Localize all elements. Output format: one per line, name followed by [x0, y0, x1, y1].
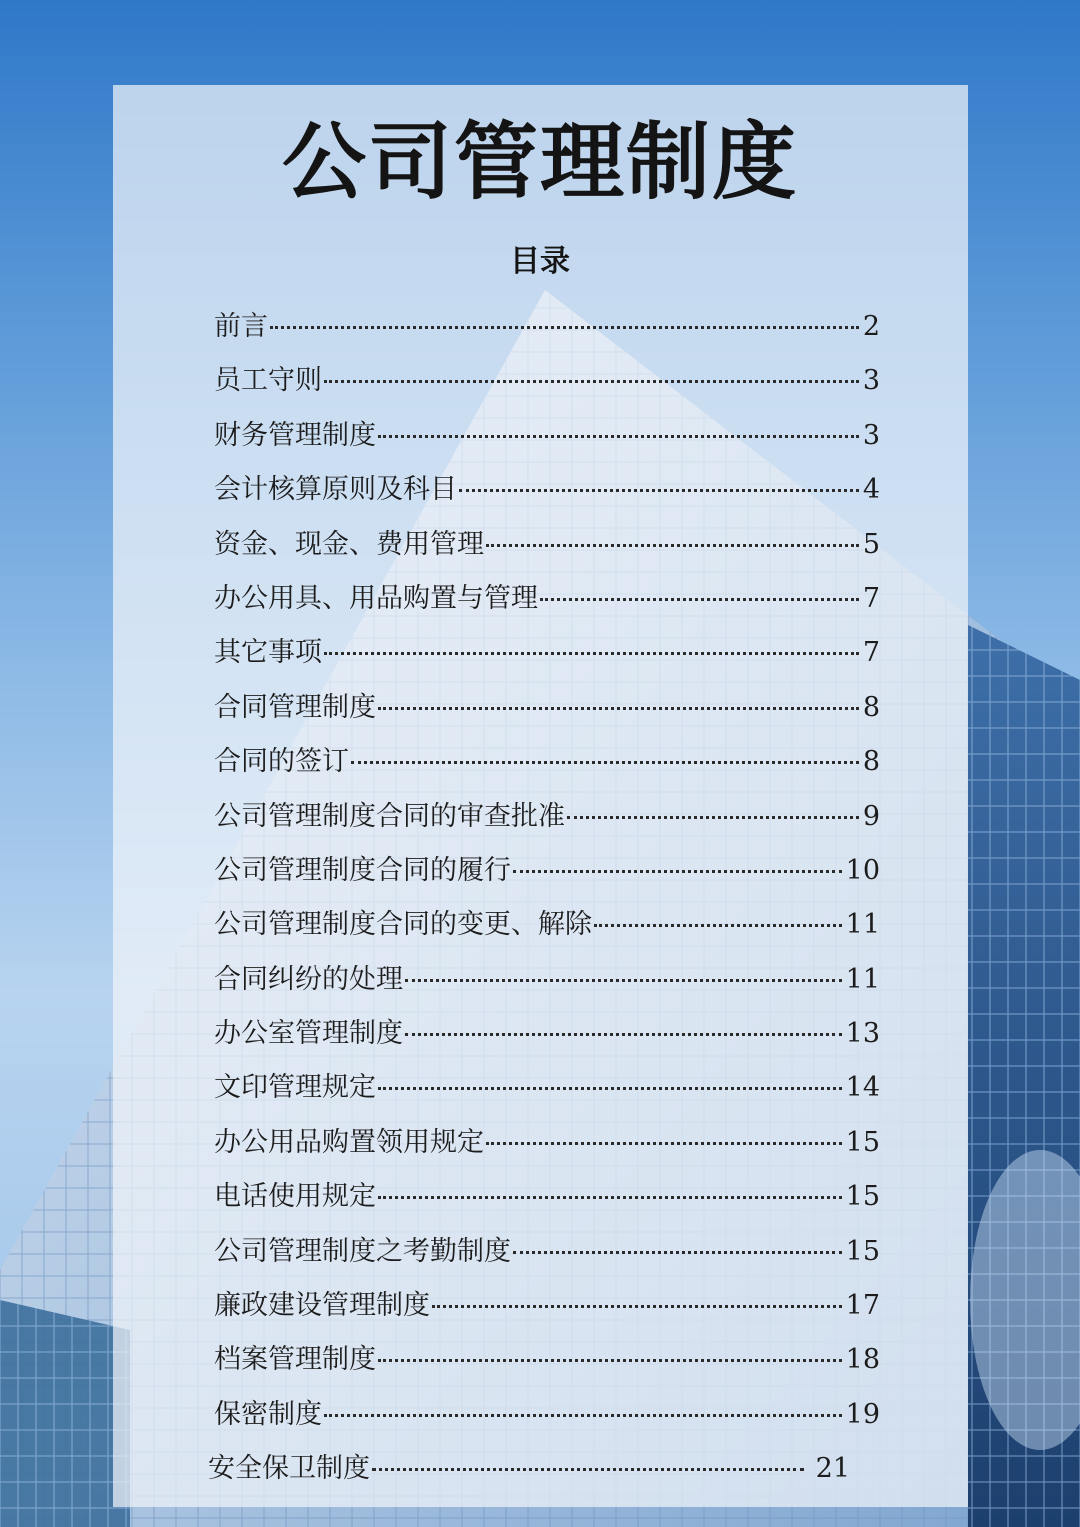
toc-entry[interactable]	[214, 1170, 880, 1224]
dot-leader	[372, 1468, 804, 1471]
toc-entry[interactable]	[214, 300, 880, 354]
toc-entry-page: 11	[845, 909, 880, 941]
toc-entry-page: 17	[845, 1290, 880, 1322]
toc-entry-page: 8	[862, 746, 880, 778]
toc-entry-label: 财务管理制度	[214, 419, 376, 451]
dot-leader	[378, 1359, 842, 1362]
toc-entry[interactable]	[214, 1225, 880, 1279]
dot-leader	[432, 1305, 842, 1308]
toc-entry[interactable]	[214, 1333, 880, 1387]
toc-entry-page: 5	[862, 528, 880, 560]
toc-entry[interactable]	[214, 681, 880, 735]
toc-entry-label: 安全保卫制度	[208, 1453, 370, 1485]
toc-entry-label: 前言	[214, 311, 268, 342]
dot-leader	[324, 1414, 842, 1417]
toc-entry-label: 文印管理规定	[214, 1072, 376, 1104]
document-title: 公司管理制度	[281, 113, 798, 211]
toc-entry-page: 2	[862, 311, 880, 342]
dot-leader	[270, 326, 859, 329]
toc-entry-label: 公司管理制度合同的变更、解除	[214, 909, 592, 941]
toc-entry-label: 办公用品购置领用规定	[214, 1126, 484, 1158]
toc-entry-label: 合同纠纷的处理	[214, 963, 403, 995]
toc-entry-label: 办公用具、用品购置与管理	[214, 582, 538, 614]
dot-leader	[378, 1196, 842, 1199]
toc-entry[interactable]	[214, 898, 880, 952]
toc-entry-label: 公司管理制度合同的履行	[214, 854, 511, 886]
toc-entry[interactable]	[214, 1061, 880, 1115]
dot-leader	[513, 1251, 842, 1254]
toc-entry-page: 3	[862, 365, 880, 397]
toc-entry-page: 15	[845, 1235, 880, 1267]
toc-entry-page: 15	[845, 1126, 880, 1158]
toc-entry[interactable]	[214, 1279, 880, 1333]
toc-entry[interactable]	[214, 1007, 880, 1061]
toc-entry-label: 廉政建设管理制度	[214, 1290, 430, 1322]
toc-entry[interactable]	[214, 572, 880, 626]
toc-entry[interactable]	[214, 735, 880, 789]
toc-entry-label: 办公室管理制度	[214, 1018, 403, 1050]
dot-leader	[513, 870, 842, 873]
toc-entry-label: 员工守则	[214, 365, 322, 397]
toc-entry[interactable]	[214, 518, 880, 572]
toc-entry[interactable]	[214, 409, 880, 463]
dot-leader	[405, 979, 842, 982]
dot-leader	[324, 652, 859, 655]
toc-entry[interactable]	[214, 1388, 880, 1442]
toc-entry-page: 7	[862, 582, 880, 614]
toc-entry-page: 21	[815, 1453, 850, 1485]
toc-entry-label: 会计核算原则及科目	[214, 474, 457, 506]
toc-entry[interactable]	[214, 844, 880, 898]
toc-heading: 目录	[510, 244, 570, 279]
toc-entry-page: 11	[845, 963, 880, 995]
dot-leader	[378, 707, 859, 710]
toc-entry[interactable]	[214, 790, 880, 844]
dot-leader	[351, 761, 859, 764]
toc-entry-label: 公司管理制度之考勤制度	[214, 1235, 511, 1267]
dot-leader	[405, 1033, 842, 1036]
toc-entry-page: 7	[862, 637, 880, 669]
toc-entry-label: 其它事项	[214, 637, 322, 669]
dot-leader	[378, 1087, 842, 1090]
toc-entry-label: 合同的签订	[214, 746, 349, 778]
toc-entry-label: 档案管理制度	[214, 1344, 376, 1376]
table-of-contents	[208, 300, 880, 1497]
toc-entry-page: 13	[845, 1018, 880, 1050]
dot-leader	[567, 816, 859, 819]
toc-entry-label: 公司管理制度合同的审查批准	[214, 800, 565, 832]
toc-entry[interactable]	[214, 953, 880, 1007]
toc-entry-page: 14	[845, 1072, 880, 1104]
toc-entry-label: 资金、现金、费用管理	[214, 528, 484, 560]
toc-entry-page: 10	[845, 854, 880, 886]
toc-entry-page: 4	[862, 474, 880, 506]
toc-entry-page: 3	[862, 419, 880, 451]
toc-entry[interactable]	[214, 463, 880, 517]
toc-entry-label: 电话使用规定	[214, 1181, 376, 1213]
dot-leader	[459, 489, 859, 492]
dot-leader	[540, 598, 859, 601]
toc-entry-label: 合同管理制度	[214, 691, 376, 723]
toc-entry-page: 9	[862, 800, 880, 832]
dot-leader	[378, 435, 859, 438]
toc-entry-label: 保密制度	[214, 1398, 322, 1430]
toc-entry[interactable]	[214, 354, 880, 408]
dot-leader	[486, 544, 859, 547]
toc-entry-page: 8	[862, 691, 880, 723]
toc-entry-page: 19	[845, 1398, 880, 1430]
dot-leader	[594, 924, 842, 927]
toc-entry[interactable]	[208, 1442, 850, 1496]
toc-entry[interactable]	[214, 1116, 880, 1170]
toc-entry-page: 15	[845, 1181, 880, 1213]
dot-leader	[324, 380, 859, 383]
dot-leader	[486, 1142, 842, 1145]
toc-entry[interactable]	[214, 626, 880, 680]
toc-entry-page: 18	[845, 1344, 880, 1376]
